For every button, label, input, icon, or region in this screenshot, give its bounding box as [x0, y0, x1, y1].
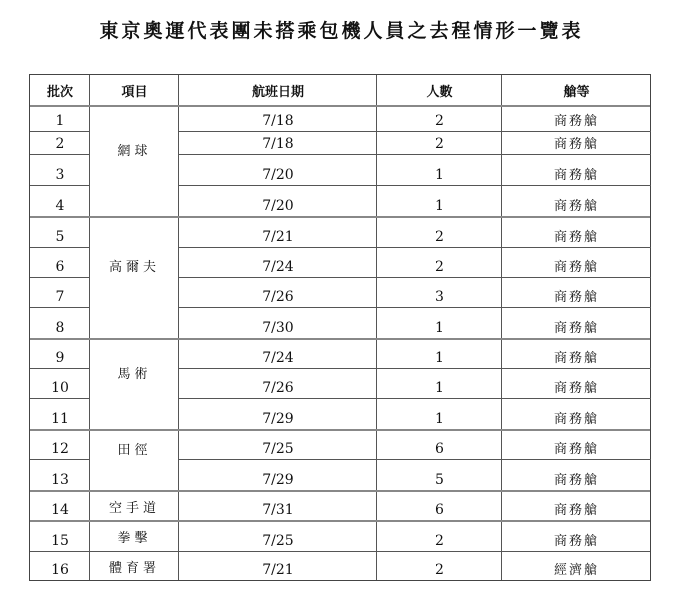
- row-divider: [30, 368, 90, 369]
- row-divider: [30, 338, 650, 340]
- flight-date-cell: 7/20: [262, 167, 294, 183]
- count-cell: 5: [435, 472, 444, 488]
- flight-date-cell: 7/18: [262, 136, 294, 152]
- batch-cell: 12: [51, 441, 69, 457]
- batch-cell: 11: [51, 411, 69, 427]
- count-cell: 1: [435, 167, 444, 183]
- category-cell: 田徑: [117, 443, 152, 458]
- cabin-class-cell: 商務艙: [553, 534, 599, 549]
- row-divider: [30, 131, 90, 132]
- cabin-class-cell: 商務艙: [553, 503, 599, 518]
- count-cell: 6: [435, 441, 444, 457]
- category-cell: 拳擊: [117, 531, 152, 546]
- cabin-class-cell: 商務艙: [553, 412, 599, 427]
- cabin-class-cell: 經濟艙: [553, 563, 599, 578]
- row-divider: [179, 131, 651, 132]
- count-cell: 2: [435, 533, 444, 549]
- flight-date-cell: 7/31: [262, 502, 294, 518]
- row-divider: [30, 429, 650, 431]
- row-divider: [30, 551, 650, 552]
- flight-date-cell: 7/26: [262, 380, 294, 396]
- count-cell: 1: [435, 320, 444, 336]
- column-divider: [501, 75, 502, 580]
- batch-cell: 15: [51, 533, 69, 549]
- row-divider: [179, 247, 651, 248]
- count-cell: 6: [435, 502, 444, 518]
- cabin-class-cell: 商務艙: [553, 321, 599, 336]
- flight-date-cell: 7/24: [262, 259, 294, 275]
- header-count: 人數: [426, 85, 453, 100]
- count-cell: 3: [435, 289, 444, 305]
- batch-cell: 5: [55, 229, 65, 245]
- row-divider: [30, 520, 650, 522]
- column-divider: [376, 75, 377, 580]
- flight-table: [29, 74, 651, 581]
- batch-cell: 2: [55, 136, 65, 152]
- flight-date-cell: 7/25: [262, 441, 294, 457]
- row-divider: [179, 459, 651, 460]
- category-cell: 網球: [117, 144, 152, 159]
- flight-date-cell: 7/29: [262, 411, 294, 427]
- row-divider: [179, 307, 651, 308]
- batch-cell: 13: [51, 472, 69, 488]
- cabin-class-cell: 商務艙: [553, 473, 599, 488]
- cabin-class-cell: 商務艙: [553, 442, 599, 457]
- row-divider: [30, 277, 90, 278]
- category-cell: 體育署: [108, 561, 160, 576]
- count-cell: 2: [435, 562, 444, 578]
- flight-date-cell: 7/21: [262, 229, 294, 245]
- row-divider: [30, 216, 650, 218]
- row-divider: [179, 154, 651, 155]
- row-divider: [30, 105, 650, 107]
- row-divider: [179, 368, 651, 369]
- batch-cell: 4: [55, 198, 65, 214]
- header-flight-date: 航班日期: [251, 85, 304, 100]
- row-divider: [179, 398, 651, 399]
- flight-date-cell: 7/21: [262, 562, 294, 578]
- flight-date-cell: 7/30: [262, 320, 294, 336]
- row-divider: [30, 185, 90, 186]
- column-divider: [89, 75, 90, 580]
- flight-date-cell: 7/24: [262, 350, 294, 366]
- batch-cell: 8: [55, 320, 65, 336]
- header-batch: 批次: [46, 85, 73, 100]
- batch-cell: 14: [51, 502, 69, 518]
- row-divider: [30, 490, 650, 492]
- cabin-class-cell: 商務艙: [553, 351, 599, 366]
- flight-date-cell: 7/25: [262, 533, 294, 549]
- batch-cell: 16: [51, 562, 69, 578]
- flight-date-cell: 7/20: [262, 198, 294, 214]
- count-cell: 1: [435, 350, 444, 366]
- count-cell: 2: [435, 259, 444, 275]
- row-divider: [30, 154, 90, 155]
- count-cell: 1: [435, 411, 444, 427]
- batch-cell: 9: [55, 350, 65, 366]
- count-cell: 2: [435, 229, 444, 245]
- batch-cell: 1: [55, 113, 65, 129]
- category-cell: 空手道: [108, 500, 160, 516]
- document-title: 東京奧運代表團未搭乘包機人員之去程情形一覽表: [99, 20, 584, 42]
- row-divider: [30, 247, 90, 248]
- count-cell: 2: [435, 113, 444, 129]
- cabin-class-cell: 商務艙: [553, 199, 599, 214]
- flight-date-cell: 7/26: [262, 289, 294, 305]
- row-divider: [30, 398, 90, 399]
- count-cell: 1: [435, 198, 444, 214]
- category-cell: 高爾夫: [108, 260, 160, 275]
- cabin-class-cell: 商務艙: [553, 230, 599, 245]
- header-item: 項目: [121, 85, 148, 100]
- column-divider: [178, 75, 179, 580]
- count-cell: 2: [435, 136, 444, 152]
- cabin-class-cell: 商務艙: [553, 381, 599, 396]
- cabin-class-cell: 商務艙: [553, 260, 599, 275]
- row-divider: [30, 459, 90, 460]
- row-divider: [179, 185, 651, 186]
- batch-cell: 10: [51, 380, 69, 396]
- cabin-class-cell: 商務艙: [553, 168, 599, 183]
- count-cell: 1: [435, 380, 444, 396]
- category-cell: 馬術: [117, 367, 152, 382]
- batch-cell: 7: [55, 289, 65, 305]
- batch-cell: 6: [55, 259, 65, 275]
- flight-date-cell: 7/18: [262, 113, 294, 129]
- row-divider: [179, 277, 651, 278]
- cabin-class-cell: 商務艙: [553, 114, 599, 129]
- row-divider: [30, 307, 90, 308]
- cabin-class-cell: 商務艙: [553, 137, 599, 152]
- flight-date-cell: 7/29: [262, 472, 294, 488]
- batch-cell: 3: [55, 167, 65, 183]
- cabin-class-cell: 商務艙: [553, 290, 599, 305]
- header-cabin-class: 艙等: [563, 85, 590, 100]
